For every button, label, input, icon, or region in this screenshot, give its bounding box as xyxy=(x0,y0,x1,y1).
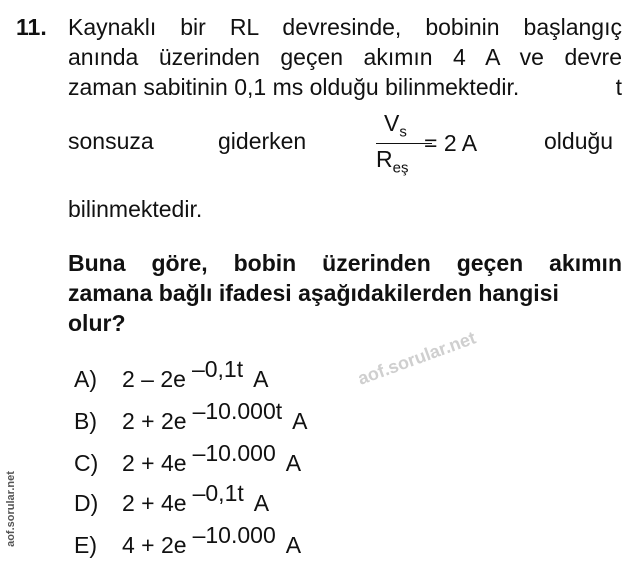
formula-numerator: $V_s$ xyxy=(384,110,407,141)
stem-line-4-word-2: giderken xyxy=(218,128,307,154)
option-a-exponent: –0,1t xyxy=(191,356,244,382)
option-c-label: C) xyxy=(74,450,99,476)
option-b-label: B) xyxy=(74,408,97,434)
option-d-unit: A xyxy=(253,490,270,516)
option-e-label: E) xyxy=(74,532,97,558)
option-e[interactable] xyxy=(74,522,302,559)
option-e-unit: A xyxy=(285,532,302,558)
option-e-base: 4 + 2e xyxy=(122,532,187,558)
option-e-exponent: –10.000 xyxy=(192,522,276,548)
stem-line-3 xyxy=(68,74,622,101)
option-b-unit: A xyxy=(292,408,308,434)
option-a-label: A) xyxy=(74,366,97,392)
question-number: 11. xyxy=(16,14,47,40)
option-d-label: D) xyxy=(74,490,99,516)
option-b[interactable] xyxy=(74,398,308,435)
option-c-exponent: –10.000 xyxy=(192,440,276,466)
option-d-exponent: –0,1t xyxy=(192,480,244,506)
prompt-line-2: zamana bağlı ifadesi aşağıdakilerden hangisi xyxy=(68,280,559,306)
stem-line-3-text: zaman sabitinin 0,1 ms olduğu bilinmektedir. xyxy=(68,74,520,100)
formula xyxy=(362,110,492,180)
stem-line-3-t: t xyxy=(615,74,622,100)
prompt-line-3: olur? xyxy=(68,310,126,336)
option-c-base: 2 + 4e xyxy=(122,450,187,476)
stem-line-1: Kaynaklı bir RL devresinde, bobinin başlangıç xyxy=(68,14,622,40)
side-watermark: aof.sorular.net xyxy=(5,471,17,547)
option-c[interactable] xyxy=(74,440,302,477)
option-d-base: 2 + 4e xyxy=(122,490,187,516)
option-b-exponent: –10.000t xyxy=(192,398,283,424)
option-d[interactable] xyxy=(74,480,270,517)
option-c-unit: A xyxy=(285,450,302,476)
option-a-unit: A xyxy=(253,366,269,392)
watermark: aof.sorular.net xyxy=(355,327,479,389)
stem-line-4-word-1: sonsuza xyxy=(68,128,154,154)
stem-line-5: bilinmektedir. xyxy=(68,196,203,222)
prompt-line-1: Buna göre, bobin üzerinden geçen akımın xyxy=(68,250,622,276)
option-a[interactable] xyxy=(74,356,269,393)
stem-after-formula: olduğu xyxy=(544,128,614,154)
formula-denominator: $R_{eş}$ xyxy=(376,146,409,177)
stem-line-2: anında üzerinden geçen akımın 4 A ve devre xyxy=(68,44,622,70)
option-b-base: 2 + 2e xyxy=(122,408,187,434)
formula-equals: = 2 A xyxy=(424,130,478,156)
option-a-base: 2 – 2e xyxy=(122,366,186,392)
